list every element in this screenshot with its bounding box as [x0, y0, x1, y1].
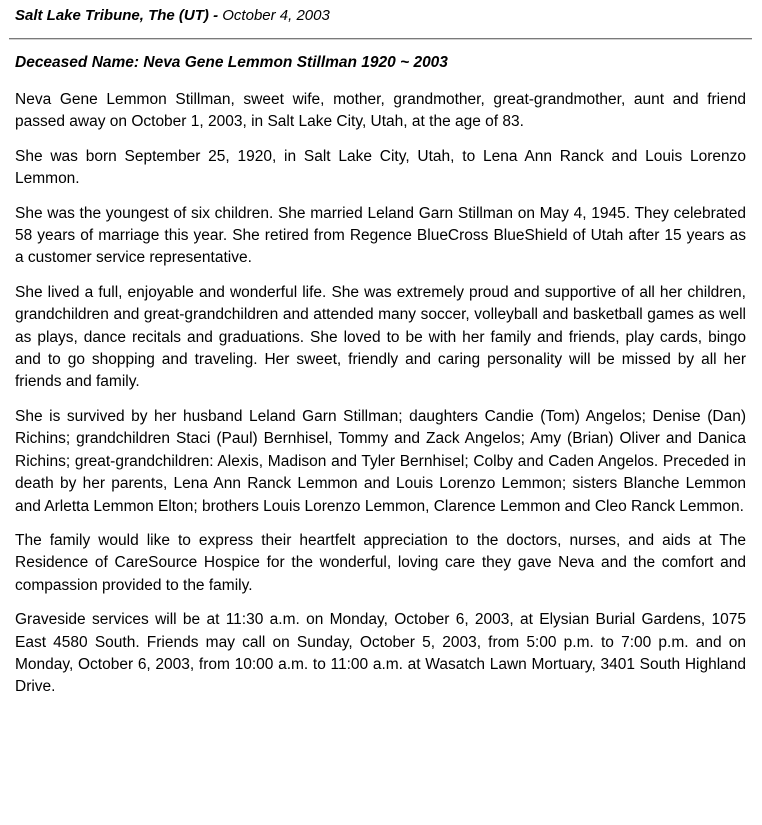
- deceased-name-title: Deceased Name: Neva Gene Lemmon Stillman 1920 ~ 2003: [15, 54, 448, 71]
- obituary-paragraph-7: Graveside services will be at 11:30 a.m. on Monday, October 6, 2003, at Elysian Burial Gardens, 1075 East 4580 South. Friends may call on Sunday, October 5, 2003, from 5:00 p.m. to 7:00 p.m. and on Monday, October 6, 2003, from 10:00 a.m. to 11:00 a.m. at Wasatch Lawn Mortuary, 3401 South Highland Drive.: [15, 611, 746, 696]
- header-separator: -: [208, 7, 223, 24]
- publication-name: Salt Lake Tribune, The (UT): [15, 7, 209, 24]
- obituary-paragraph-5: She is survived by her husband Leland Garn Stillman; daughters Candie (Tom) Angelos; Denise (Dan) Richins; grandchildren Staci (Paul) Bernhisel, Tommy and Zack Angelos; Amy (Brian) Oliver and Danica Richins; great-grandchildren: Alexis, Madison and Tyler Bernhisel; Colby and Caden Angelos. Preceded in death by her parents, Lena Ann Ranck Lemmon and Louis Lorenzo Lemmon; sisters Blanche Lemmon and Arletta Lemmon Elton; brothers Louis Lorenzo Lemmon, Clarence Lemmon and Cleo Ranck Lemmon.: [15, 407, 746, 515]
- header-divider: [9, 38, 752, 40]
- obituary-paragraph-1: Neva Gene Lemmon Stillman, sweet wife, mother, grandmother, great-grandmother, aunt and friend passed away on October 1, 2003, in Salt Lake City, Utah, at the age of 83.: [15, 91, 746, 131]
- obituary-body: [15, 89, 746, 699]
- source-header: [15, 6, 746, 26]
- obituary-paragraph-4: She lived a full, enjoyable and wonderful life. She was extremely proud and supportive of all her children, grandchildren and great-grandchildren and attended many soccer, volleyball and basketball games as well as plays, dance recitals and graduations. She loved to be with her family and friends, play cards, bingo and to go shopping and traveling. Her sweet, friendly and caring personality will be missed by all her friends and family.: [15, 283, 746, 391]
- obituary-paragraph-2: She was born September 25, 1920, in Salt Lake City, Utah, to Lena Ann Ranck and Louis Lorenzo Lemmon.: [15, 147, 746, 188]
- obituary-paragraph-6: The family would like to express their heartfelt appreciation to the doctors, nurses, and aids at The Residence of CareSource Hospice for the wonderful, loving care they gave Neva and the comfort and compassion provided to the family.: [15, 531, 746, 594]
- publication-date: October 4, 2003: [222, 7, 330, 24]
- obituary-paragraph-3: She was the youngest of six children. She married Leland Garn Stillman on May 4, 1945. They celebrated 58 years of marriage this year. She retired from Regence BlueCross BlueShield of Utah after 15 years as a customer service representative.: [15, 204, 746, 267]
